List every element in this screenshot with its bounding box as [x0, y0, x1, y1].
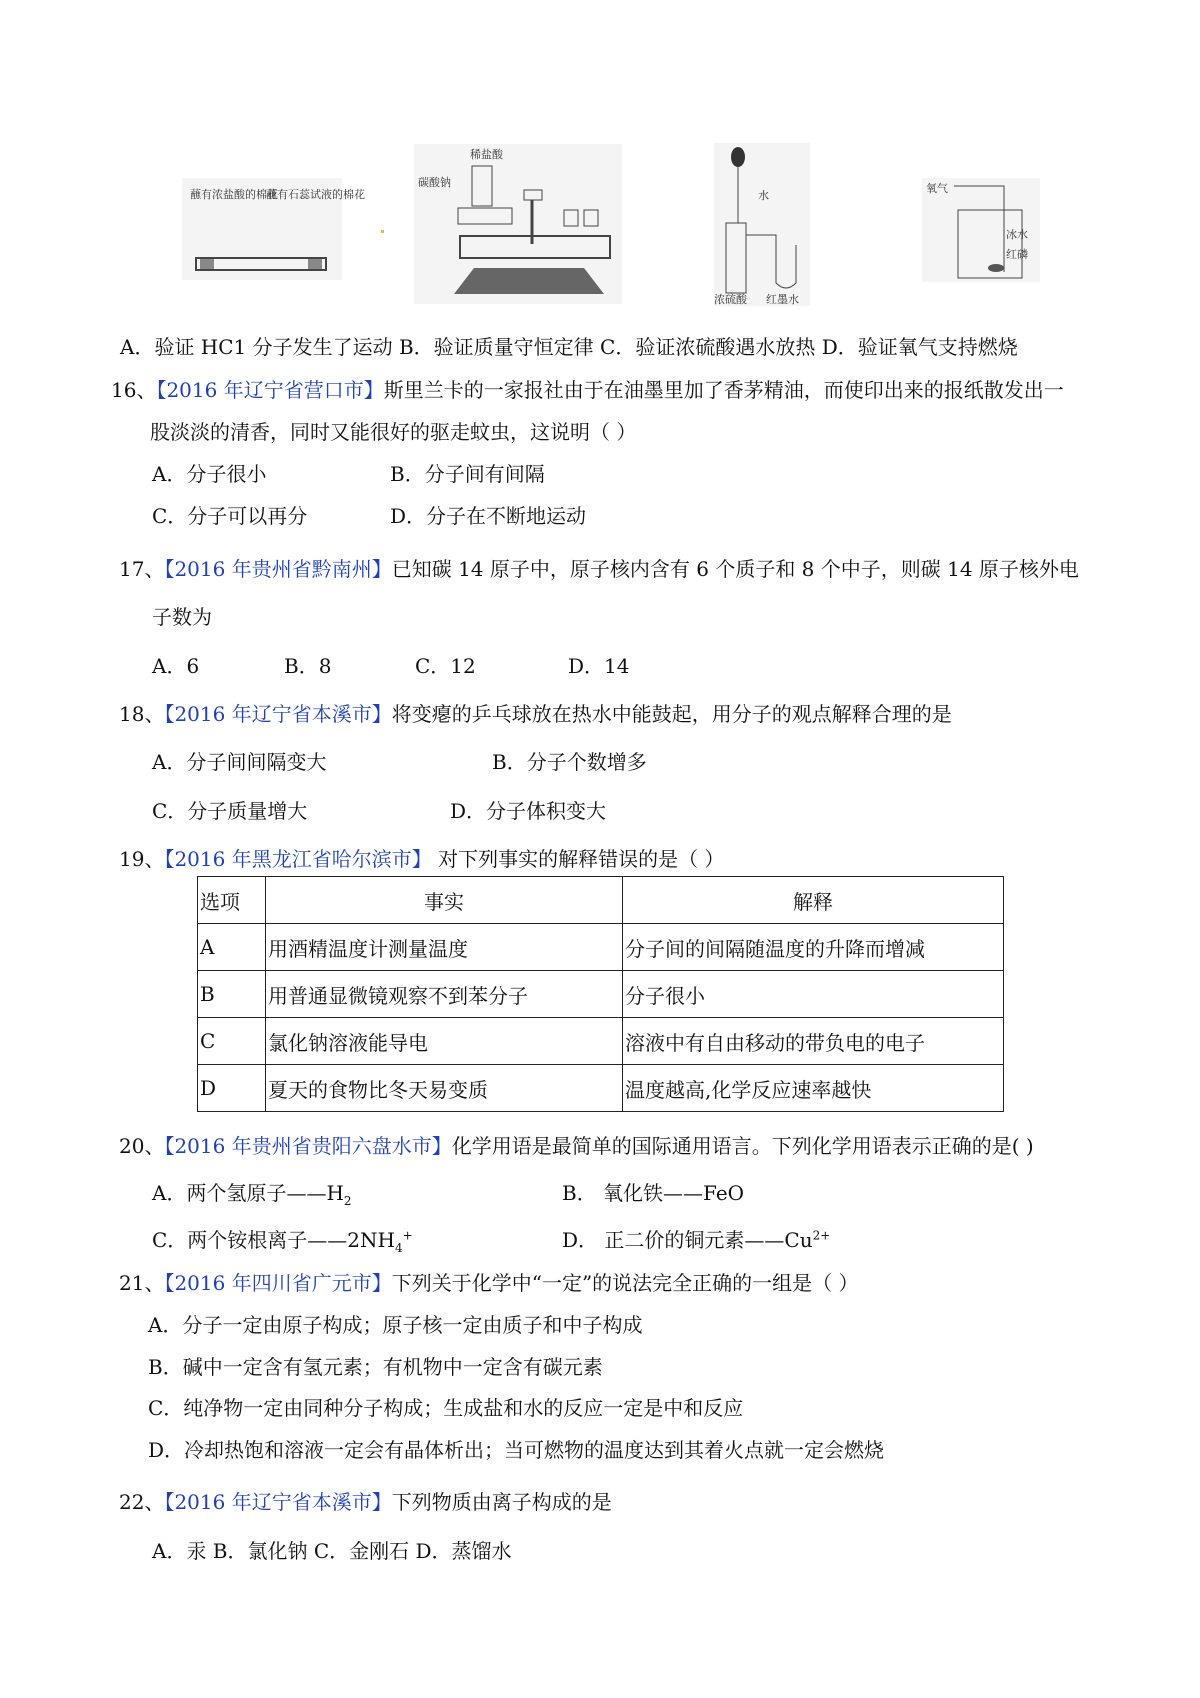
- svg-text:浓硫酸: 浓硫酸: [714, 293, 747, 306]
- table-cell: A: [198, 924, 266, 971]
- question-source: 【2016 年贵州省贵阳六盘水市】: [164, 1134, 452, 1158]
- table-cell: 溶液中有自由移动的带负电的电子: [623, 1018, 1004, 1065]
- q18-option-a: A．分子间间隔变大: [152, 750, 327, 774]
- question-stem: 对下列事实的解释错误的是（ ）: [431, 847, 725, 871]
- question-stem: 下列关于化学中“一定”的说法完全正确的一组是（ ）: [391, 1271, 859, 1295]
- q21-option-c: C．纯净物一定由同种分子构成；生成盐和水的反应一定是中和反应: [148, 1396, 744, 1420]
- q20-option-d: [562, 1224, 830, 1253]
- question-number: 18、: [119, 702, 165, 726]
- q21-option-d: D．冷却热饱和溶液一定会有晶体析出；当可燃物的温度达到其着火点就一定会燃烧: [148, 1438, 885, 1462]
- svg-text:蘸有浓盐酸的棉花: 蘸有浓盐酸的棉花: [190, 188, 278, 201]
- question-source: 【2016 年辽宁省本溪市】: [164, 702, 392, 726]
- table-cell: 温度越高,化学反应速率越快: [623, 1065, 1004, 1112]
- svg-text:蘸有石蕊试液的棉花: 蘸有石蕊试液的棉花: [266, 188, 365, 201]
- svg-text:红墨水: 红墨水: [766, 293, 799, 306]
- option-text: D． 正二价的铜元素——Cu: [562, 1228, 813, 1252]
- question-number: 22、: [119, 1490, 165, 1514]
- q22-options: A．汞 B．氯化钠 C．金刚石 D．蒸馏水: [152, 1539, 512, 1563]
- q16-stem-line1: [111, 374, 1064, 403]
- q16-stem-line2: 股淡淡的清香，同时又能很好的驱走蚊虫，这说明（ ）: [150, 420, 637, 444]
- table-cell: 分子间的间隔随温度的升降而增减: [623, 924, 1004, 971]
- q20-option-c: [152, 1224, 413, 1255]
- superscript: +: [402, 1228, 413, 1243]
- q19-table: [197, 876, 1004, 1112]
- question-source: 【2016 年黑龙江省哈尔滨市】: [164, 847, 432, 871]
- table-cell: 夏天的食物比冬天易变质: [266, 1065, 623, 1112]
- q16-option-c: C．分子可以再分: [152, 504, 308, 528]
- table-row: [198, 971, 1004, 1018]
- table-cell: 分子很小: [623, 971, 1004, 1018]
- q16-option-a: A．分子很小: [152, 462, 267, 486]
- table-row: [198, 1018, 1004, 1065]
- table-header-cell: 选项: [198, 877, 266, 924]
- question-stem: 已知碳 14 原子中，原子核内含有 6 个质子和 8 个中子，则碳 14 原子核外电: [391, 557, 1079, 581]
- q19-stem: [119, 843, 724, 872]
- stray-dot: [381, 230, 384, 233]
- question-source: 【2016 年四川省广元市】: [164, 1271, 392, 1295]
- svg-text:稀盐酸: 稀盐酸: [470, 148, 503, 161]
- superscript: 2+: [812, 1228, 831, 1243]
- question-number: 17、: [119, 557, 165, 581]
- q18-option-d: D．分子体积变大: [450, 799, 607, 823]
- option-text: C．两个铵根离子——2NH: [152, 1228, 395, 1252]
- q17-option-c: C．12: [415, 654, 476, 678]
- question-stem: 将变瘪的乒乓球放在热水中能鼓起，用分子的观点解释合理的是: [391, 702, 952, 726]
- q17-stem-line1: [119, 553, 1079, 582]
- question-source: 【2016 年辽宁省本溪市】: [164, 1490, 392, 1514]
- table-cell: B: [198, 971, 266, 1018]
- q20-stem: [119, 1130, 1034, 1159]
- table-row: [198, 924, 1004, 971]
- q16-option-b: B．分子间有间隔: [390, 462, 545, 486]
- table-row: [198, 1065, 1004, 1112]
- figure-sulfuric-acid-heat: [714, 143, 810, 306]
- q21-option-b: B．碱中一定含有氢元素；有机物中一定含有碳元素: [148, 1355, 603, 1379]
- q17-option-b: B．8: [284, 654, 332, 678]
- q21-stem: [119, 1267, 859, 1296]
- svg-text:冰水: 冰水: [1006, 228, 1028, 241]
- question-stem: 下列物质由离子构成的是: [391, 1490, 612, 1514]
- question-number: 20、: [119, 1134, 165, 1158]
- svg-text:碳酸钠: 碳酸钠: [418, 176, 451, 189]
- figure-oxygen-combustion: [922, 178, 1040, 282]
- subscript: 4: [394, 1241, 403, 1255]
- table-header-cell: 解释: [623, 877, 1004, 924]
- question-stem: 化学用语是最简单的国际通用语言。下列化学用语表示正确的是( ): [451, 1134, 1034, 1158]
- q22-stem: [119, 1486, 612, 1515]
- subscript: 2: [343, 1194, 352, 1208]
- question-stem: 斯里兰卡的一家报社由于在油墨里加了香茅精油，而使印出来的报纸散发出一: [383, 378, 1064, 402]
- q16-option-d: D．分子在不断地运动: [390, 504, 587, 528]
- svg-text:红磷: 红磷: [1006, 248, 1028, 261]
- q20-option-a: [152, 1177, 352, 1208]
- q17-stem-line2: 子数为: [152, 605, 212, 629]
- table-header-cell: 事实: [266, 877, 623, 924]
- q20-option-b: B． 氧化铁——FeO: [562, 1181, 745, 1205]
- table-cell: C: [198, 1018, 266, 1065]
- q17-option-d: D．14: [568, 654, 630, 678]
- q18-option-b: B．分子个数增多: [492, 750, 647, 774]
- figure-mass-conservation: [414, 144, 622, 304]
- table-cell: 用普通显微镜观察不到苯分子: [266, 971, 623, 1018]
- question-number: 21、: [119, 1271, 165, 1295]
- table-cell: 氯化钠溶液能导电: [266, 1018, 623, 1065]
- svg-text:氧气: 氧气: [926, 182, 948, 195]
- q17-option-a: A．6: [152, 654, 200, 678]
- question-number: 19、: [119, 847, 165, 871]
- figure-hcl-diffusion: [182, 178, 365, 280]
- q15-options: A．验证 HC1 分子发生了运动 B．验证质量守恒定律 C．验证浓硫酸遇水放热 D．验证氧气支持燃烧: [120, 335, 1018, 359]
- option-text: A．两个氢原子——H: [152, 1181, 344, 1205]
- table-cell: 用酒精温度计测量温度: [266, 924, 623, 971]
- q21-option-a: A．分子一定由原子构成；原子核一定由质子和中子构成: [148, 1313, 643, 1337]
- table-header-row: [198, 877, 1004, 924]
- question-source: 【2016 年贵州省黔南州】: [164, 557, 392, 581]
- q18-option-c: C．分子质量增大: [152, 799, 308, 823]
- question-source: 【2016 年辽宁省营口市】: [156, 378, 384, 402]
- question-number: 16、: [111, 378, 157, 402]
- svg-text:水: 水: [758, 189, 769, 202]
- table-cell: D: [198, 1065, 266, 1112]
- q18-stem: [119, 698, 952, 727]
